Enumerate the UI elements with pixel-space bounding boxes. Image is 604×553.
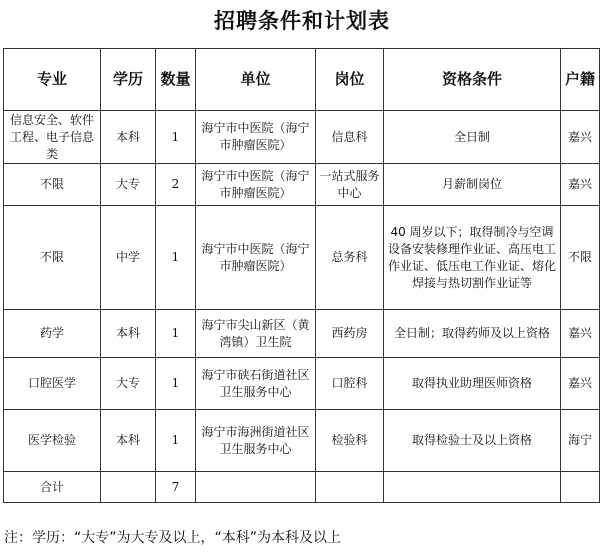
cell-post: 总务科 bbox=[316, 206, 384, 310]
cell-count: 2 bbox=[156, 164, 196, 206]
cell-residence: 嘉兴 bbox=[561, 164, 600, 206]
cell-major: 药学 bbox=[4, 310, 101, 358]
header-unit: 单位 bbox=[196, 49, 316, 111]
total-empty-cell bbox=[101, 472, 156, 503]
table-row bbox=[4, 164, 600, 206]
cell-residence: 海宁 bbox=[561, 410, 600, 472]
cell-unit: 海宁市海洲街道社区卫生服务中心 bbox=[196, 410, 316, 472]
cell-count: 1 bbox=[156, 410, 196, 472]
total-empty-cell bbox=[561, 472, 600, 503]
cell-count: 1 bbox=[156, 358, 196, 410]
cell-count: 1 bbox=[156, 111, 196, 164]
cell-education: 中学 bbox=[101, 206, 156, 310]
total-empty-cell bbox=[384, 472, 561, 503]
cell-unit: 海宁市中医院（海宁市肿瘤医院） bbox=[196, 164, 316, 206]
cell-post: 口腔科 bbox=[316, 358, 384, 410]
cell-major: 不限 bbox=[4, 164, 101, 206]
total-empty-cell bbox=[316, 472, 384, 503]
cell-residence: 嘉兴 bbox=[561, 310, 600, 358]
table-row bbox=[4, 410, 600, 472]
page-title: 招聘条件和计划表 bbox=[214, 8, 390, 33]
cell-education: 本科 bbox=[101, 310, 156, 358]
cell-residence: 嘉兴 bbox=[561, 111, 600, 164]
cell-post: 检验科 bbox=[316, 410, 384, 472]
cell-major: 不限 bbox=[4, 206, 101, 310]
total-label: 合计 bbox=[4, 472, 101, 503]
table-row bbox=[4, 111, 600, 164]
cell-count: 1 bbox=[156, 310, 196, 358]
cell-residence: 不限 bbox=[561, 206, 600, 310]
table-row bbox=[4, 310, 600, 358]
cell-count: 1 bbox=[156, 206, 196, 310]
table-row bbox=[4, 358, 600, 410]
footnote: 注：学历：“大专”为大专及以上，“本科”为本科及以上 bbox=[4, 530, 342, 546]
table-total-row bbox=[4, 472, 600, 503]
cell-major: 信息安全、软件工程、电子信息类 bbox=[4, 111, 101, 164]
cell-post: 西药房 bbox=[316, 310, 384, 358]
cell-qualification: 月薪制岗位 bbox=[384, 164, 561, 206]
cell-education: 本科 bbox=[101, 410, 156, 472]
cell-qualification: 全日制；取得药师及以上资格 bbox=[384, 310, 561, 358]
cell-education: 大专 bbox=[101, 358, 156, 410]
cell-unit: 海宁市中医院（海宁市肿瘤医院） bbox=[196, 206, 316, 310]
cell-unit: 海宁市硖石街道社区卫生服务中心 bbox=[196, 358, 316, 410]
cell-residence: 嘉兴 bbox=[561, 358, 600, 410]
cell-qualification: 全日制 bbox=[384, 111, 561, 164]
header-education: 学历 bbox=[101, 49, 156, 111]
header-qualification: 资格条件 bbox=[384, 49, 561, 111]
cell-education: 大专 bbox=[101, 164, 156, 206]
header-major: 专业 bbox=[4, 49, 101, 111]
cell-education: 本科 bbox=[101, 111, 156, 164]
table-header-row bbox=[4, 49, 600, 111]
cell-major: 医学检验 bbox=[4, 410, 101, 472]
cell-qualification: 40 周岁以下；取得制冷与空调设备安装修理作业证、高压电工作业证、低压电工作业证、熔化焊接与热切割作业证等 bbox=[384, 206, 561, 310]
header-count: 数量 bbox=[156, 49, 196, 111]
total-count: 7 bbox=[156, 472, 196, 503]
cell-major: 口腔医学 bbox=[4, 358, 101, 410]
cell-unit: 海宁市尖山新区（黄湾镇）卫生院 bbox=[196, 310, 316, 358]
header-post: 岗位 bbox=[316, 49, 384, 111]
cell-post: 一站式服务中心 bbox=[316, 164, 384, 206]
cell-qualification: 取得执业助理医师资格 bbox=[384, 358, 561, 410]
table-row bbox=[4, 206, 600, 310]
header-residence: 户籍 bbox=[561, 49, 600, 111]
recruitment-table bbox=[3, 48, 600, 503]
cell-qualification: 取得检验士及以上资格 bbox=[384, 410, 561, 472]
cell-post: 信息科 bbox=[316, 111, 384, 164]
total-empty-cell bbox=[196, 472, 316, 503]
cell-unit: 海宁市中医院（海宁市肿瘤医院） bbox=[196, 111, 316, 164]
